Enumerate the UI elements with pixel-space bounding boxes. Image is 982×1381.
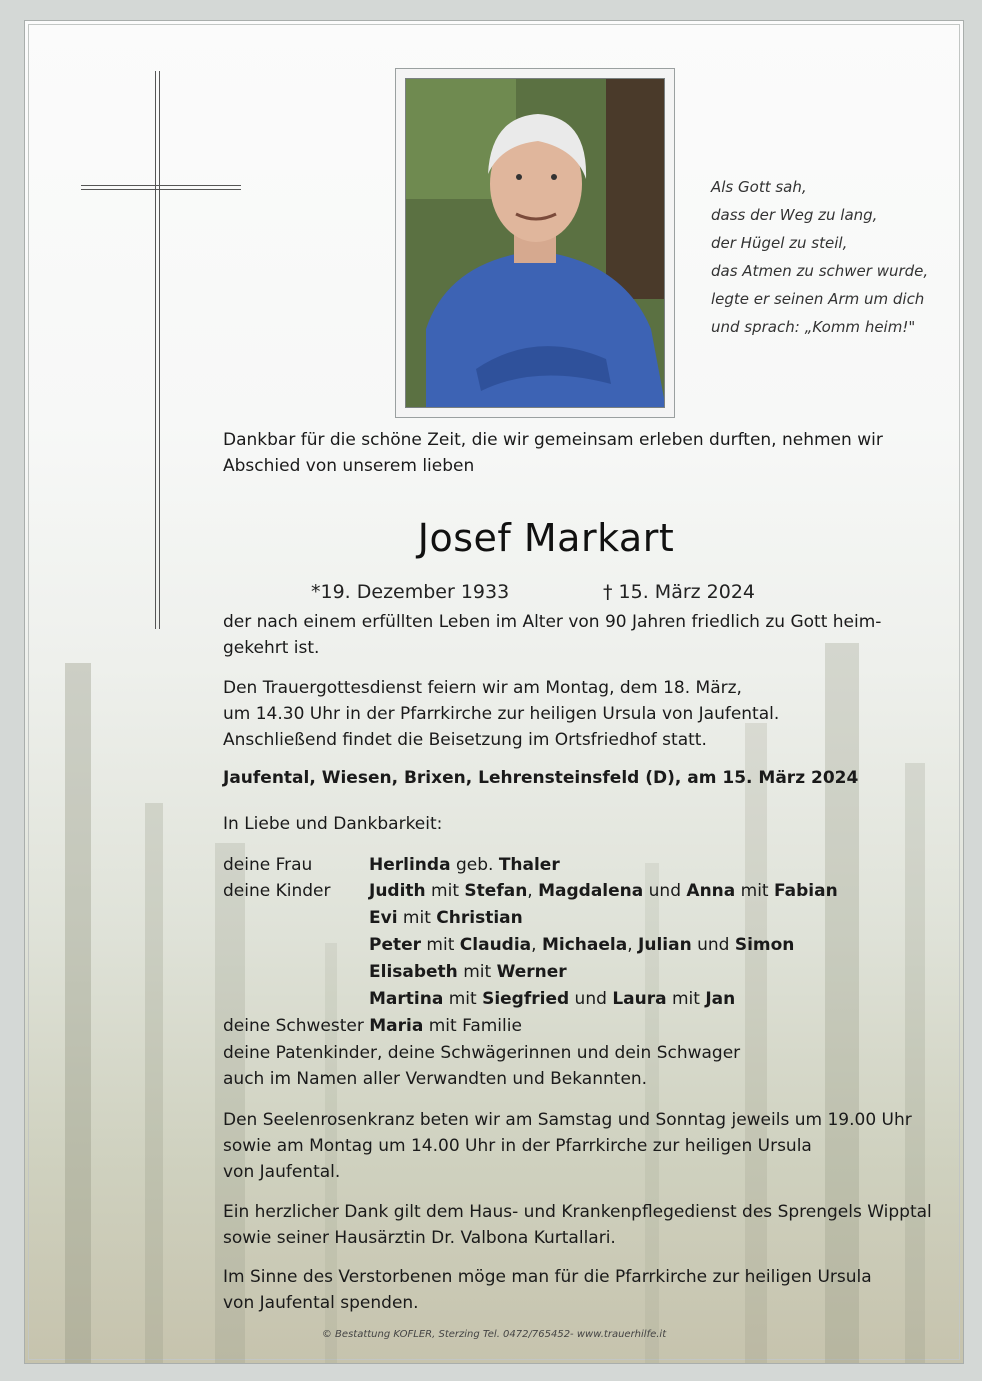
portrait-illustration	[406, 79, 665, 408]
schwester-rest: mit Familie	[428, 1016, 522, 1036]
kinder-line	[369, 962, 567, 982]
child-name: Claudia	[459, 935, 532, 955]
relative-row-kinder	[223, 986, 735, 1012]
geb-label: geb.	[455, 855, 494, 875]
thanks-text	[223, 1199, 933, 1251]
cross-icon-horizontal	[81, 185, 241, 190]
life-paragraph: der nach einem erfüllten Leben im Alter von 90 Jahren friedlich zu Gott heim-gekehrt ist.	[223, 612, 882, 658]
connector-text: mit	[666, 989, 706, 1009]
poem-line: und sprach: „Komm heim!"	[711, 318, 916, 336]
rosary-line: Den Seelenrosenkranz beten wir am Samstag und Sonntag jeweils um 19.00 Uhr	[223, 1110, 912, 1130]
poem-line: der Hügel zu steil,	[711, 234, 848, 252]
rosary-line: von Jaufental.	[223, 1162, 341, 1182]
child-name: Judith	[369, 881, 426, 901]
thanks-line: sowie seiner Hausärztin Dr. Valbona Kurtallari.	[223, 1228, 616, 1248]
child-name: Fabian	[774, 881, 838, 901]
service-line: Den Trauergottesdienst feiern wir am Montag, dem 18. März,	[223, 678, 742, 698]
in-love-text: In Liebe und Dankbarkeit:	[223, 814, 443, 834]
child-name: Werner	[496, 962, 567, 982]
relative-row-kinder	[223, 878, 838, 904]
service-text	[223, 675, 933, 753]
name-maria: Maria	[369, 1016, 424, 1036]
poem-line: Als Gott sah,	[711, 178, 807, 196]
poem-line: legte er seinen Arm um dich	[711, 290, 925, 308]
birth-date: *19. Dezember 1933	[311, 581, 510, 603]
poem-line: das Atmen zu schwer wurde,	[711, 262, 929, 280]
child-name: Martina	[369, 989, 444, 1009]
child-name: Anna	[686, 881, 736, 901]
child-name: Elisabeth	[369, 962, 458, 982]
poem-line: dass der Weg zu lang,	[711, 206, 878, 224]
connector-text: ,	[627, 935, 639, 955]
deceased-name: Josef Markart	[417, 516, 675, 560]
connector-text: und	[643, 881, 687, 901]
connector-text: mit	[421, 935, 460, 955]
kinder-line	[369, 989, 735, 1009]
connector-text: ,	[531, 935, 542, 955]
rosary-line: sowie am Montag um 14.00 Uhr in der Pfarrkirche zur heiligen Ursula	[223, 1136, 812, 1156]
role-kinder: deine Kinder	[223, 881, 331, 901]
child-name: Magdalena	[538, 881, 644, 901]
service-line: um 14.30 Uhr in der Pfarrkirche zur heiligen Ursula von Jaufental.	[223, 704, 780, 724]
child-name: Laura	[612, 989, 667, 1009]
connector-text: mit	[397, 908, 437, 928]
child-name: Julian	[638, 935, 692, 955]
relative-row-others: deine Patenkinder, deine Schwägerinnen und dein Schwager	[223, 1043, 741, 1063]
child-name: Peter	[369, 935, 422, 955]
child-name: Siegfried	[482, 989, 570, 1009]
relative-row-frau	[223, 852, 560, 878]
obituary-card	[24, 20, 964, 1364]
footer-credit: © Bestattung KOFLER, Sterzing Tel. 0472/765452- www.trauerhilfe.it	[321, 1329, 667, 1340]
connector-text: mit	[425, 881, 465, 901]
death-date: † 15. März 2024	[603, 581, 756, 603]
child-name: Stefan	[464, 881, 528, 901]
relative-row-kinder	[223, 932, 794, 958]
connector-text: und	[569, 989, 613, 1009]
donation-line: von Jaufental spenden.	[223, 1293, 419, 1313]
child-name: Michaela	[541, 935, 628, 955]
child-name: Jan	[705, 989, 736, 1009]
maiden-name: Thaler	[498, 855, 560, 875]
donation-text	[223, 1264, 933, 1316]
relative-row-kinder	[223, 959, 567, 985]
connector-text: und	[691, 935, 735, 955]
thanks-line: Ein herzlicher Dank gilt dem Haus- und Krankenpflegedienst des Sprengels Wipptal	[223, 1202, 932, 1222]
intro-text	[223, 427, 903, 479]
connector-text: ,	[527, 881, 539, 901]
donation-line: Im Sinne des Verstorbenen möge man für die Pfarrkirche zur heiligen Ursula	[223, 1267, 872, 1287]
connector-text: mit	[735, 881, 775, 901]
kinder-line	[369, 881, 838, 901]
rosary-text	[223, 1107, 933, 1185]
portrait-photo	[405, 78, 665, 408]
child-name: Evi	[369, 908, 398, 928]
kinder-line	[369, 935, 794, 955]
poem	[711, 173, 947, 341]
relative-row-others: auch im Namen aller Verwandten und Bekannten.	[223, 1069, 648, 1089]
intro-paragraph: Dankbar für die schöne Zeit, die wir gemeinsam erleben durften, nehmen wir Abschied von unserem lieben	[223, 430, 883, 476]
portrait-frame	[395, 68, 675, 418]
child-name: Simon	[734, 935, 795, 955]
kinder-line	[369, 908, 523, 928]
role-frau: deine Frau	[223, 855, 313, 875]
relative-row-schwester	[223, 1013, 522, 1039]
connector-text: mit	[443, 989, 483, 1009]
connector-text: mit	[457, 962, 497, 982]
child-name: Christian	[436, 908, 523, 928]
role-schwester: deine Schwester	[223, 1016, 364, 1036]
service-line: Anschließend findet die Beisetzung im Ortsfriedhof statt.	[223, 730, 707, 750]
place-date: Jaufental, Wiesen, Brixen, Lehrensteinsfeld (D), am 15. März 2024	[223, 768, 859, 788]
life-text	[223, 609, 895, 661]
name-herlinda: Herlinda	[369, 855, 451, 875]
relative-row-kinder	[223, 905, 523, 931]
